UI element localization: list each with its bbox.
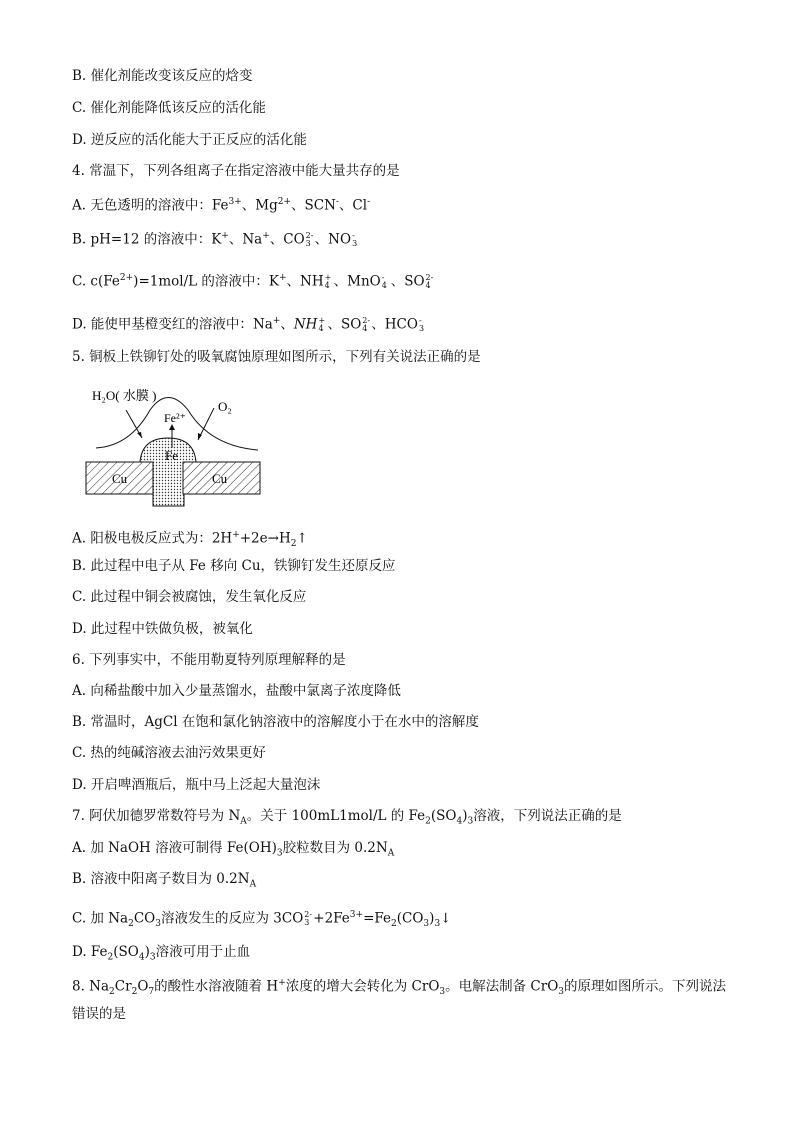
question-7: 7. 阿伏加德罗常数符号为 $N_A$。关于 100mL1mol/L 的 $Fe_2(SO_4)_3$溶液，下列说法正确的是 <box>72 808 622 827</box>
option-c-q4: C. $c(Fe^{2+})=1mol/L$ 的溶液中：K+、NH + 4 、MnO - 4 、SO 2- 4 <box>72 273 434 290</box>
fe2-ion-label: Fe²⁺ <box>164 411 186 425</box>
water-film-label: H₂O( 水膜 ) <box>92 388 157 403</box>
option-c-q7: C. 加 $Na_2CO_3$溶液发生的反应为 3CO 2- 3 $+2Fe^{3+}=Fe_2(CO_3)_3↓$ <box>72 910 452 930</box>
question-5: 5. 铜板上铁铆钉处的吸氧腐蚀原理如图所示，下列有关说法正确的是 <box>72 349 481 365</box>
option-b-q4: B. pH=12 的溶液中：K+、Na+、CO 2- 3 、NO - 3 <box>72 231 358 248</box>
option-b-q6: B. 常温时，AgCl 在饱和氯化钠溶液中的溶解度小于在水中的溶解度 <box>72 714 479 730</box>
question-8-cont: 错误的是 <box>72 1006 126 1022</box>
question-6: 6. 下列事实中，不能用勒夏特列原理解释的是 <box>72 652 346 668</box>
option-c-q6: C. 热的纯碱溶液去油污效果更好 <box>72 745 266 761</box>
question-8: 8. $Na_2Cr_2O_7$的酸性水溶液随着 H+浓度的增大会转化为 CrO$_3$。电解法制备 CrO$_3$的原理如图所示。下列说法 <box>72 978 727 998</box>
option-a-q5: A. 阳极电极反应式为：$2H^++2e\to H_2↑$ <box>72 530 308 550</box>
option-a-q6: A. 向稀盐酸中加入少量蒸馏水，盐酸中氯离子浓度降低 <box>72 683 401 699</box>
option-b-q3: B. 催化剂能改变该反应的焓变 <box>72 68 253 84</box>
option-d-q3: D. 逆反应的活化能大于正反应的活化能 <box>72 132 307 148</box>
option-d-q4: D. 能使甲基橙变红的溶液中：Na+、NH + 4 、SO 2- 4 、HCO - 3 <box>72 316 425 333</box>
option-a-q7: A. 加 NaOH 溶液可制得 $Fe(OH)_3$胶粒数目为 $0.2N_A$ <box>72 840 395 859</box>
copper-label-left: Cu <box>112 471 128 486</box>
option-d-q7: D. $Fe_2(SO_4)_3$溶液可用于止血 <box>72 944 251 963</box>
option-a-q4: A. 无色透明的溶液中：$Fe^{3+}$、$Mg^{2+}$、SCN-、Cl- <box>72 197 371 214</box>
option-c-q5: C. 此过程中铜会被腐蚀，发生氧化反应 <box>72 589 307 605</box>
question-4: 4. 常温下，下列各组离子在指定溶液中能大量共存的是 <box>72 163 400 179</box>
copper-label-right: Cu <box>212 471 228 486</box>
option-b-q7: B. 溶液中阳离子数目为 $0.2N_A$ <box>72 871 257 890</box>
option-d-q5: D. 此过程中铁做负极，被氧化 <box>72 621 253 637</box>
option-c-q3: C. 催化剂能降低该反应的活化能 <box>72 100 266 116</box>
option-d-q6: D. 开启啤酒瓶后，瓶中马上泛起大量泡沫 <box>72 777 321 793</box>
option-b-q5: B. 此过程中电子从 Fe 移向 Cu，铁铆钉发生还原反应 <box>72 558 396 574</box>
oxygen-label: O₂ <box>218 399 232 414</box>
corrosion-diagram <box>80 380 280 510</box>
iron-label: Fe <box>165 448 178 463</box>
